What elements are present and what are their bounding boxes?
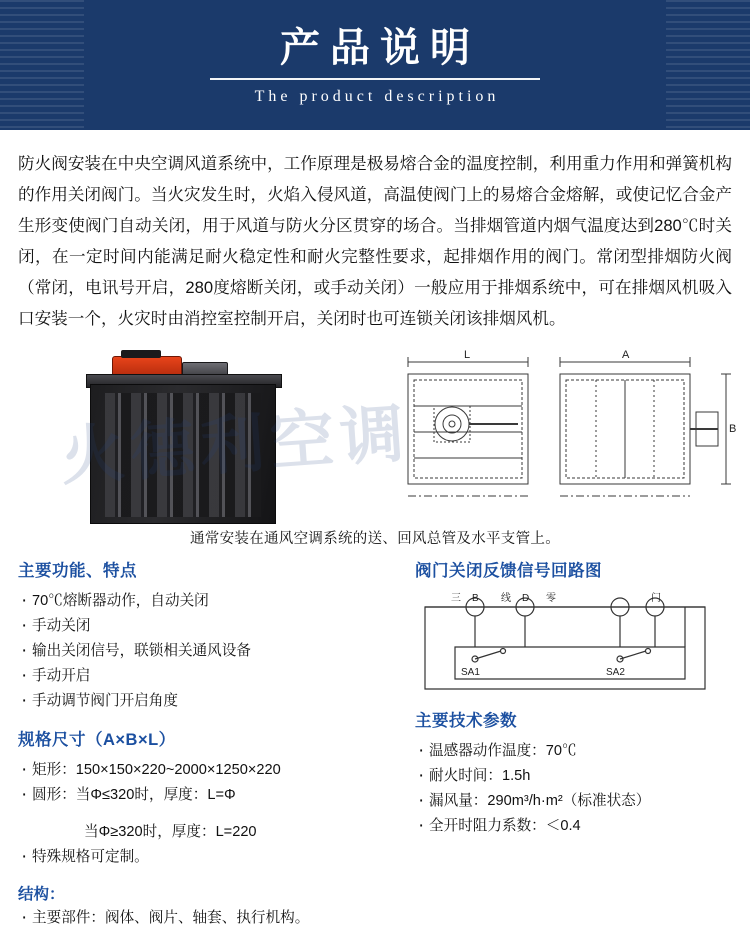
list-item: · 圆形：当Φ≤320时，厚度：L=Φ (18, 783, 403, 808)
circuit-diagram (415, 589, 715, 699)
product-photo (90, 356, 290, 526)
params-list (415, 739, 735, 839)
features-title: 主要功能、特点 (18, 562, 137, 580)
list-item: · 特殊规格可定制。 (18, 845, 403, 870)
right-column (415, 557, 735, 851)
list-item: · 70℃熔断器动作，自动关闭 (18, 589, 403, 614)
list-item: · 手动关闭 (18, 614, 403, 639)
circuit-switch-2: SA2 (606, 667, 625, 678)
left-column (18, 557, 403, 943)
circuit-label-3: 线 (501, 593, 511, 604)
circuit-label-4: D (522, 593, 530, 604)
list-item: · 输出关闭信号，联锁相关通风设备 (18, 639, 403, 664)
page-subtitle: The product description (254, 87, 500, 105)
spec-title: 规格尺寸（A×B×L） (18, 731, 176, 749)
intro-paragraph: 防火阀安装在中央空调风道系统中，工作原理是极易熔合金的温度控制，利用重力作用和弹簧机构的作用关闭阀门。当火灾发生时，火焰入侵风道，高温使阀门上的易熔合金熔解，或使记忆合金产生形变使阀门自动关闭，用于风道与防火分区贯穿的场合。当排烟管道内烟气温度达到280℃时关闭，在一定时间内能满足耐火稳定性和耐火完整性要求，起排烟作用的阀门。常闭型排烟防火阀（常闭，电讯号开启，280度熔断关闭，或手动关闭）一般应用于排烟系统中，可在排烟风机吸入口安装一个，火灾时由消控室控制开启，关闭时也可连锁关闭该排烟风机。 (18, 154, 732, 328)
list-item: · 耐火时间：1.5h (415, 764, 735, 789)
header-content (0, 0, 750, 130)
figure-band (0, 346, 750, 551)
dim-label-A: A (622, 349, 630, 361)
features-list (18, 589, 403, 714)
circuit-label-2: B (472, 593, 479, 604)
list-item: · 手动开启 (18, 664, 403, 689)
page-title: 产品说明 (280, 25, 480, 70)
list-item: · 漏风量：290m³/h·m²（标准状态） (415, 789, 735, 814)
spec-custom-list (18, 845, 403, 870)
structure-title: 结构： (18, 886, 65, 903)
dim-label-B: B (729, 423, 736, 435)
circuit-svg (415, 589, 715, 699)
technical-drawing (400, 346, 736, 541)
spec-list (18, 758, 403, 808)
list-item: · 温感器动作温度：70℃ (415, 739, 735, 764)
circuit-label-1: 三 (451, 593, 461, 604)
params-title: 主要技术参数 (415, 712, 517, 730)
damper-casing (90, 384, 276, 524)
list-item: · 全开时阻力系数：＜0.4 (415, 814, 735, 839)
circuit-label-5: 零 (546, 593, 556, 604)
structure-list (18, 906, 403, 931)
spec-indent-line: 当Φ≥320时，厚度：L=220 (84, 824, 257, 840)
drawing-svg (400, 346, 736, 541)
list-item: · 手动调节阀门开启角度 (18, 689, 403, 714)
circuit-title: 阀门关闭反馈信号回路图 (415, 562, 602, 580)
list-item: · 矩形：150×150×220~2000×1250×220 (18, 758, 403, 783)
detail-section (0, 557, 750, 926)
dim-label-L: L (464, 349, 471, 361)
page-header (0, 0, 750, 130)
list-item: · 主要部件：阀体、阀片、轴套、执行机构。 (18, 906, 403, 931)
circuit-label-6: 门 (651, 593, 661, 604)
circuit-switch-1: SA1 (461, 667, 480, 678)
figure-caption: 通常安装在通风空调系统的送、回风总管及水平支管上。 (190, 531, 560, 547)
title-divider (210, 78, 540, 80)
